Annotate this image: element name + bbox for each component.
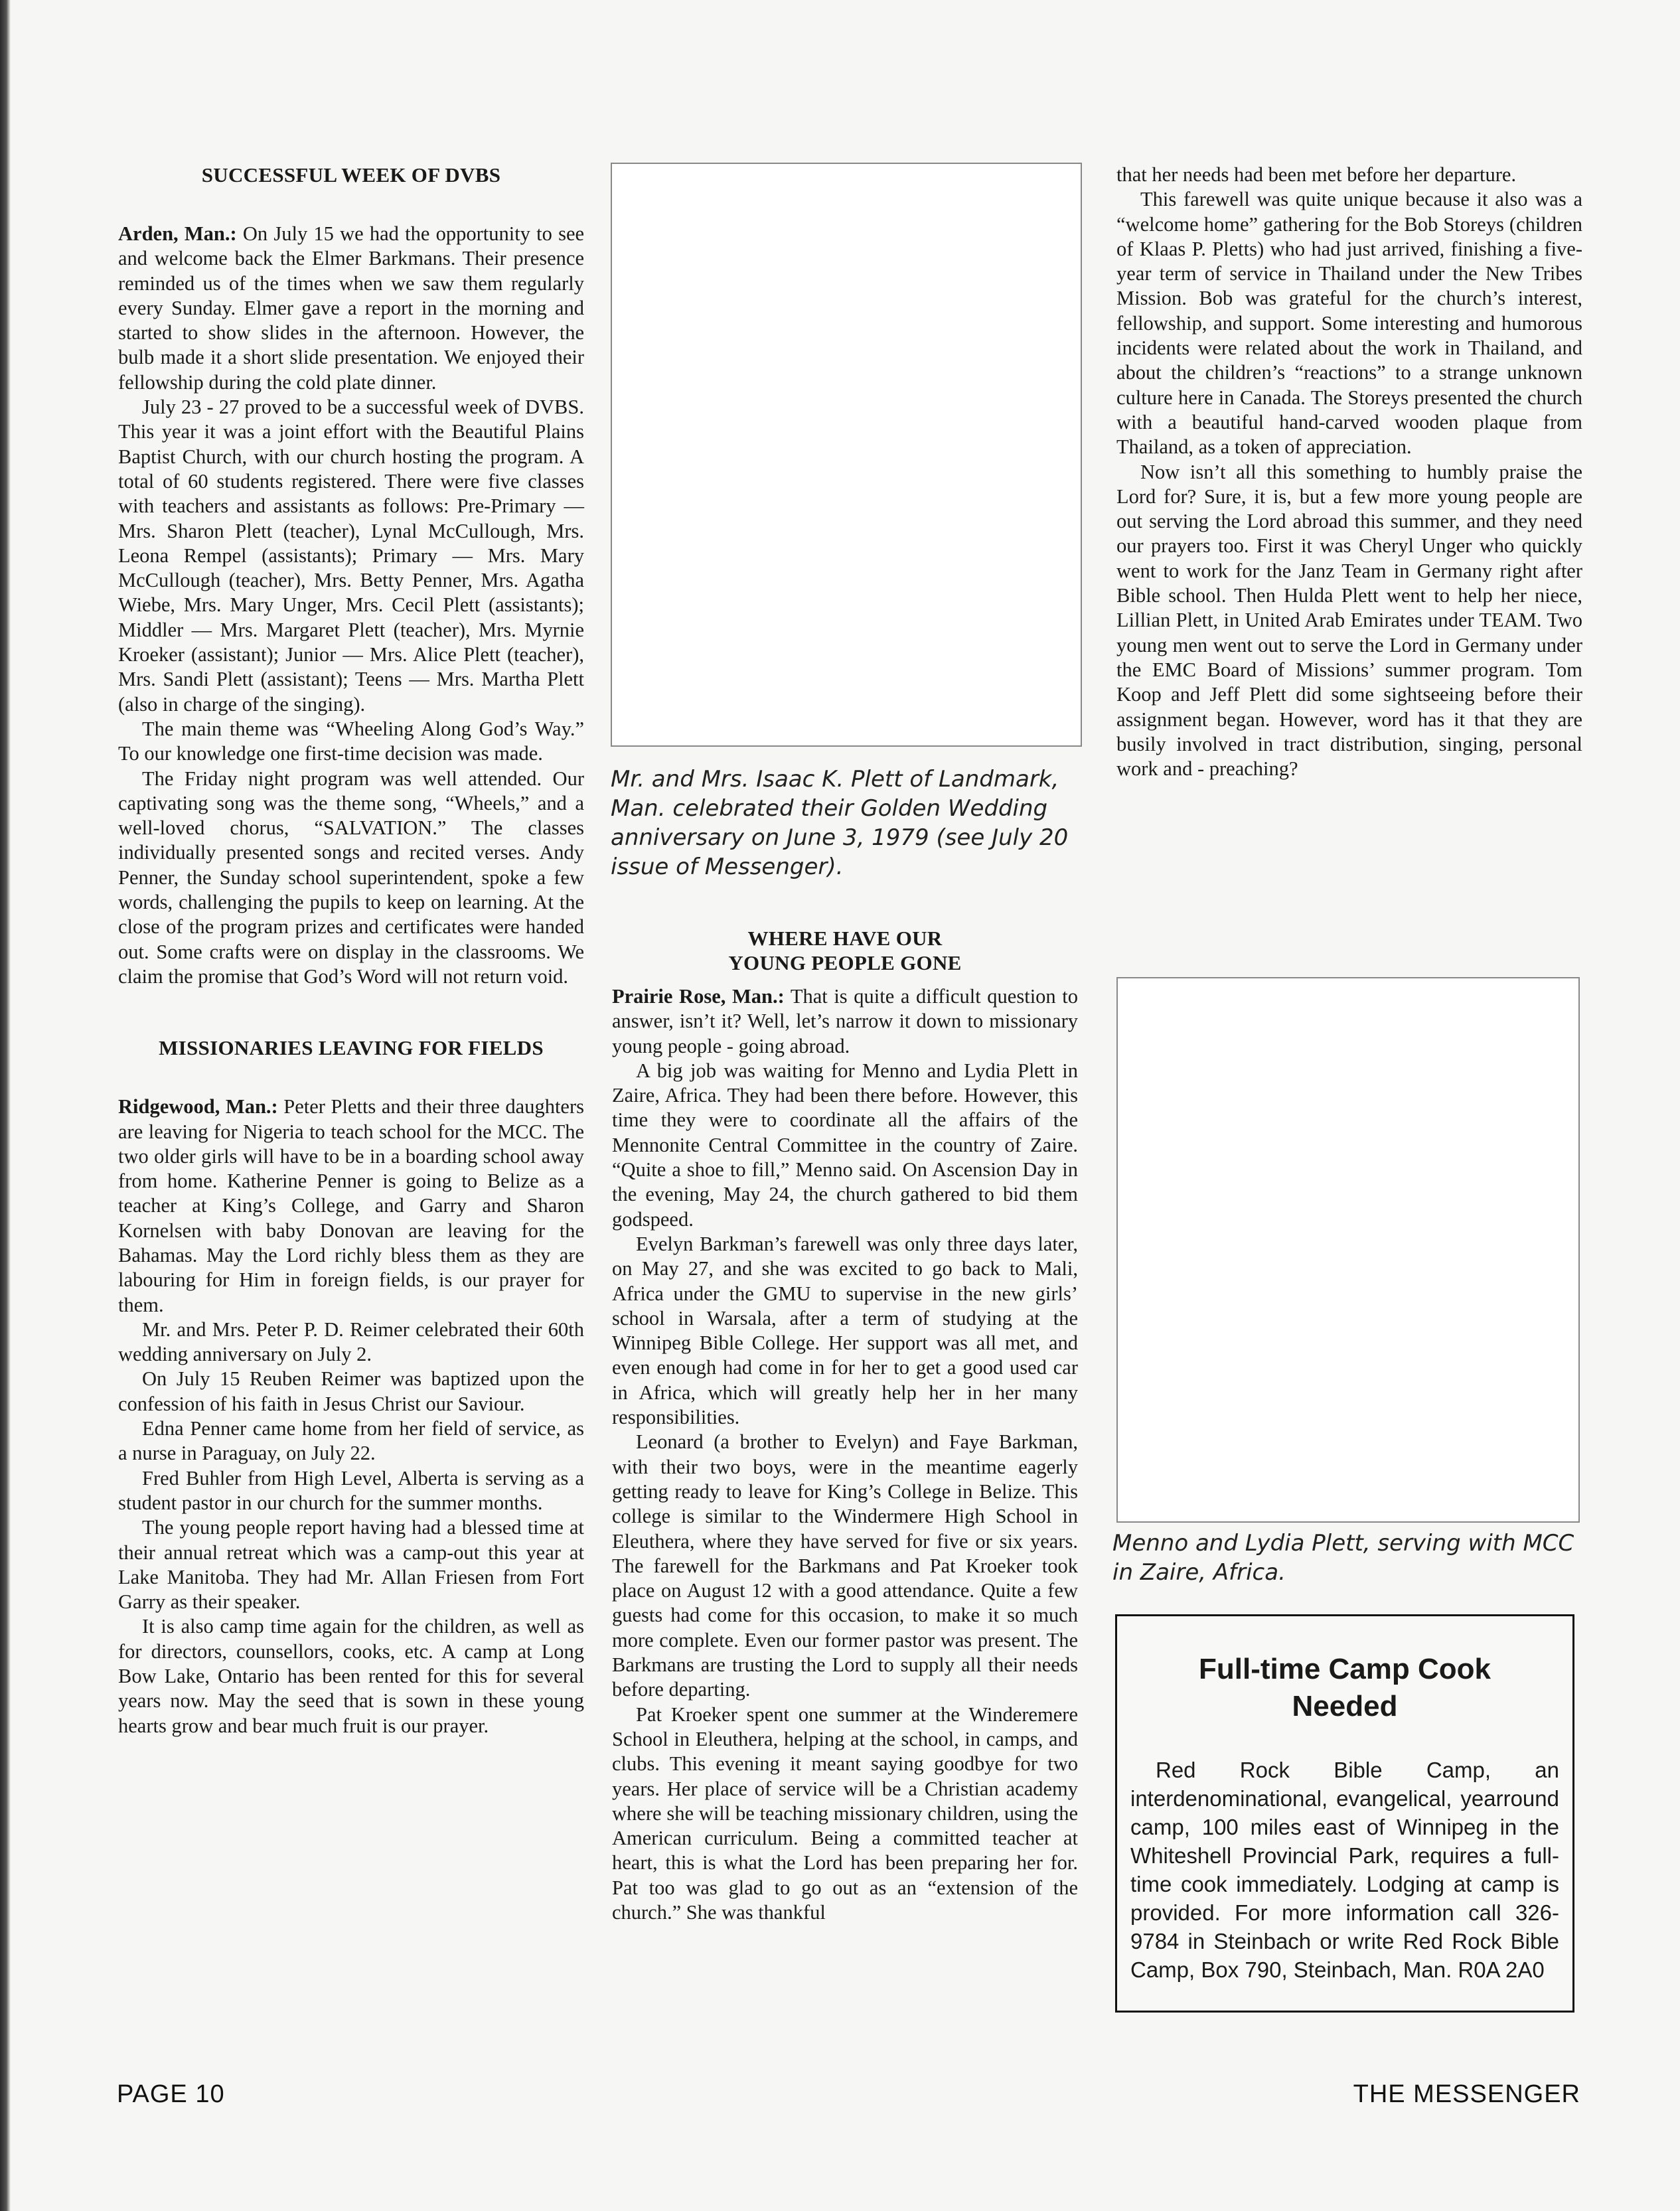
headline-young-people: WHERE HAVE OUR YOUNG PEOPLE GONE [728, 927, 962, 974]
headline-missionaries: MISSIONARIES LEAVING FOR FIELDS [159, 1036, 544, 1060]
photo-caption-golden-wedding: Mr. and Mrs. Isaac K. Plett of Landmark, Man. celebrated their Golden Wedding anniversary on June 3, 1979 (see July 20 issue of Messenger). [611, 766, 1069, 880]
paragraph: It is also camp time again for the children, as well as for directors, counsellors, cooks, etc. A camp at Long Bow Lake, Ontario has been rented for this for several years now. May the seed that is sown in these young hearts grow and bear much fruit is our prayer. [118, 1615, 584, 1737]
paragraph: A big job was waiting for Menno and Lydia Plett in Zaire, Africa. They had been there before. However, this time they were to coordinate all the affairs of the Mennonite Central Committee in the country of Zaire. “Quite a shoe to fill,” Menno said. On Ascension Day in the evening, May 24, the church gathered to bid them godspeed. [612, 1059, 1078, 1231]
paragraph: The Friday night program was well attended. Our captivating song was the theme song, “Wheels,” and a well-loved chorus, “SALVATION.” The classes individually presented songs and recited verses. Andy Penner, the Sunday school superintendent, spoke a few words, challenging the pupils to keep on learning. At the close of the program prizes and certificates were handed out. Some crafts were on display in the classrooms. We claim the promise that God’s Word will not return void. [118, 767, 584, 988]
column-left [118, 163, 584, 1738]
paragraph-continued: that her needs had been met before her departure. [1116, 163, 1517, 186]
paragraph: Ridgewood, Man.: Peter Pletts and their three daughters are leaving for Nigeria to teach school for the MCC. The two older girls will have to be in a boarding school away from home. Katherine Penner is going to Belize as a teacher at King’s College, and Garry and Sharon Kornelsen with baby Donovan are leaving for the Bahamas. May the Lord richly bless them as they are labouring for Him in foreign fields, is our prayer for them. [118, 1095, 585, 1316]
column-right [1116, 163, 1582, 781]
photo-menno-lydia-plett [1116, 977, 1580, 1523]
paragraph: Now isn’t all this something to humbly praise the Lord for? Sure, it is, but a few more young people are out serving the Lord abroad this summer, and they need our prayers too. First it was Cheryl Unger who quickly went to work for the Janz Team in Germany right after Bible school. Then Hulda Plett went to help her niece, Lillian Plett, in United Arab Emirates under TEAM. Two young men went out to serve the Lord in Germany under the EMC Board of Missions’ summer program. Tom Koop and Jeff Plett did some sightseeing before their assignment began. However, word has it that they are busily involved in tract distribution, singing, personal work and - preaching? [1116, 460, 1582, 781]
column-middle [612, 926, 1078, 1925]
paragraph: Pat Kroeker spent one summer at the Winderemere School in Eleuthera, helping at the school, in camps, and clubs. This evening it meant saying goodbye for two years. Her place of service will be a Christian academy where she will be teaching missionary children, using the American curriculum. Being a committed teacher at heart, this is what the Lord has been preparing her for. Pat too was glad to go out as an “extension of the church.” She was thankful [612, 1703, 1078, 1924]
paragraph: Evelyn Barkman’s farewell was only three days later, on May 27, and she was excited to go back to Mali, Africa under the GMU to supervise in the new girls’ school in Warsala, after a term of studying at the Winnipeg Bible College. Her support was all met, and even enough had come in for her to get a good used car in Africa, which will greatly help her in her many responsibilities. [612, 1232, 1078, 1429]
paragraph: Arden, Man.: On July 15 we had the opportunity to see and welcome back the Elmer Barkmans. Their presence reminded us of the times when we saw them regularly every Sunday. Elmer gave a report in the morning and started to show slides in the afternoon. However, the bulb made it a short slide presentation. We enjoyed their fellowship during the cold plate dinner. [118, 222, 585, 394]
publication-name: THE MESSENGER [1353, 2080, 1580, 2108]
paragraph: Prairie Rose, Man.: That is quite a difficult question to answer, isn’t it? Well, let’s narrow it down to missionary young people - going abroad. [612, 985, 1078, 1057]
paragraph: The young people report having had a blessed time at their annual retreat which was a camp-out this year at Lake Manitoba. They had Mr. Allan Friesen from Fort Garry as their speaker. [118, 1516, 584, 1614]
paragraph: On July 15 Reuben Reimer was baptized upon the confession of his faith in Jesus Christ our Saviour. [118, 1367, 584, 1415]
paragraph: Leonard (a brother to Evelyn) and Faye Barkman, with their two boys, were in the meantime eagerly getting ready to leave for King’s College in Belize. This college is similar to the Windermere High School in Eleuthera, where they have served for five or six years. The farewell for the Barkmans and Pat Kroeker took place on August 12 with a good attendance. Quite a few guests had come for this occasion, to make it so much more complete. Even our former pastor was present. The Barkmans are trusting the Lord to supply all their needs before departing. [612, 1430, 1078, 1701]
ad-title: Full-time Camp Cook Needed [1198, 1653, 1491, 1722]
photo-plett-golden-wedding [611, 163, 1082, 747]
dateline-ridgewood: Ridgewood, Man.: [118, 1095, 278, 1118]
ad-camp-cook [1115, 1614, 1574, 2013]
headline-dvbs: SUCCESSFUL WEEK OF DVBS [201, 163, 501, 187]
scan-page-edge [0, 0, 11, 2211]
paragraph: July 23 - 27 proved to be a successful week of DVBS. This year it was a joint effort with the Beautiful Plains Baptist Church, with our church hosting the program. A total of 60 students registered. There were five classes with teachers and assistants as follows: Pre-Primary — Mrs. Sharon Plett (teacher), Lynal McCullough, Mrs. Leona Rempel (assistants); Primary — Mrs. Mary McCullough (teacher), Mrs. Betty Penner, Mrs. Agatha Wiebe, Mrs. Mary Unger, Mrs. Cecil Plett (assistants); Middler — Mrs. Margaret Plett (teacher), Mrs. Myrnie Kroeker (assistant); Junior — Mrs. Alice Plett (teacher), Mrs. Sandi Plett (assistant); Teens — Mrs. Martha Plett (also in charge of the singing). [118, 396, 584, 716]
dateline-arden: Arden, Man.: [118, 222, 237, 245]
paragraph: Edna Penner came home from her field of service, as a nurse in Paraguay, on July 22. [118, 1417, 584, 1465]
page-number: PAGE 10 [117, 2080, 225, 2108]
paragraph: This farewell was quite unique because it also was a “welcome home” gathering for the Bob Storeys (children of Klaas P. Pletts) who had just arrived, finishing a five-year term of service in Thailand under the New Tribes Mission. Bob was grateful for the church’s interest, fellowship, and support. Some interesting and humorous incidents were related about the work in Thailand, and about the children’s “reactions” to a strange unknown culture here in Canada. The Storeys presented the church with a beautiful hand-carved wooden plaque from Thailand, as a token of appreciation. [1116, 188, 1582, 459]
paragraph: Mr. and Mrs. Peter P. D. Reimer celebrated their 60th wedding anniversary on July 2. [118, 1318, 584, 1366]
paragraph: The main theme was “Wheeling Along God’s Way.” To our knowledge one first-time decision was made. [118, 717, 584, 765]
photo-caption-menno-lydia: Menno and Lydia Plett, serving with MCC in Zaire, Africa. [1112, 1530, 1574, 1586]
dateline-prairie-rose: Prairie Rose, Man.: [612, 985, 785, 1008]
ad-body: Red Rock Bible Camp, an interdenominational, evangelical, yearround camp, 100 miles east of Winnipeg in the Whiteshell Provincial Park, requires a full-time cook immediately. Lodging at camp is provided. For more information call 326-9784 in Steinbach or write Red Rock Bible Camp, Box 790, Steinbach, Man. R0A 2A0 [1130, 1758, 1559, 1982]
paragraph: Fred Buhler from High Level, Alberta is serving as a student pastor in our church for the summer months. [118, 1466, 584, 1514]
